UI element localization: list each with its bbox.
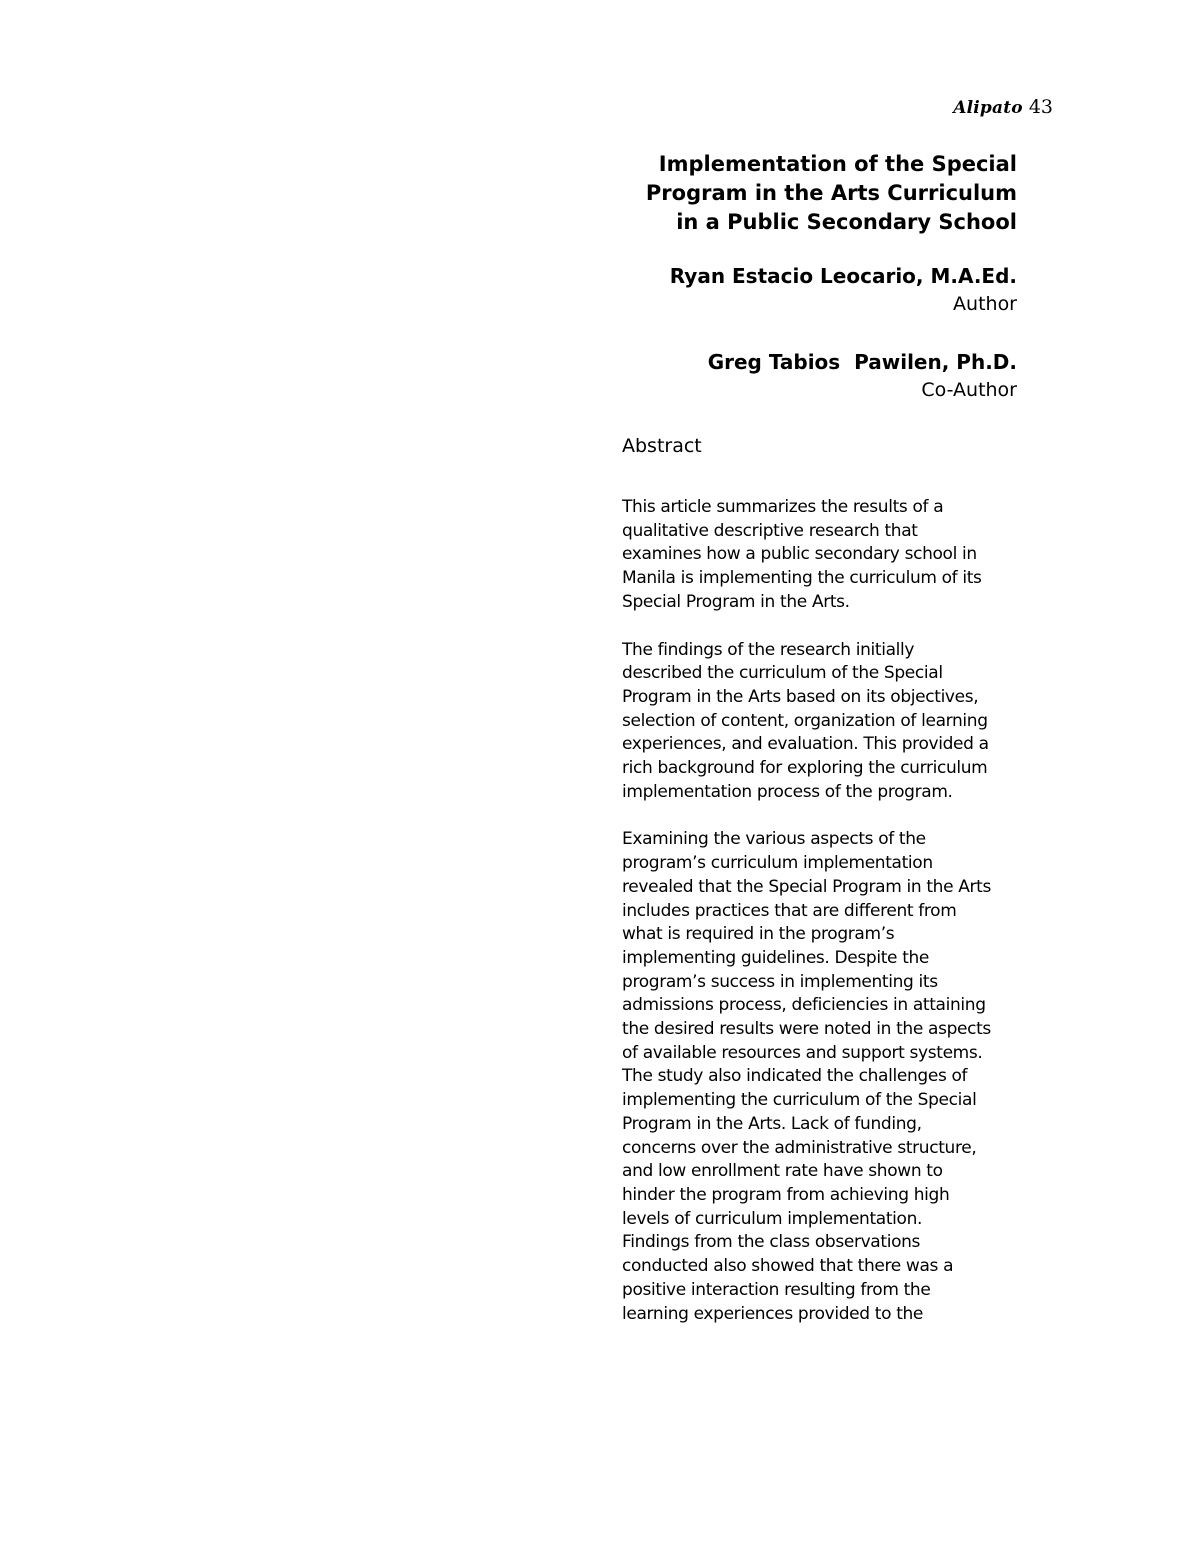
title-line: Implementation of the Special [658, 152, 1017, 176]
abstract-line: learning experiences provided to the [622, 1303, 924, 1324]
abstract-line: and low enrollment rate have shown to [622, 1161, 943, 1182]
abstract-line: Examining the various aspects of the [622, 829, 926, 850]
abstract-line: The study also indicated the challenges of [622, 1066, 968, 1087]
abstract-body [622, 496, 1042, 1326]
journal-name: Alipato [953, 98, 1023, 118]
abstract-section [622, 432, 1042, 1350]
title-line: in a Public Secondary School [676, 210, 1017, 234]
abstract-line: qualitative descriptive research that [622, 520, 918, 541]
abstract-line: the desired results were noted in the aspects [622, 1019, 991, 1040]
title-line: Program in the Arts Curriculum [645, 181, 1017, 205]
abstract-line: This article summarizes the results of a [622, 497, 944, 517]
abstract-line: Findings from the class observations [622, 1232, 921, 1253]
abstract-paragraph [622, 639, 1042, 805]
article-title [557, 150, 1017, 237]
abstract-line: rich background for exploring the curriculum [622, 758, 988, 779]
abstract-line: described the curriculum of the Special [622, 663, 943, 684]
abstract-line: program’s success in implementing its [622, 971, 938, 992]
abstract-line: implementing the curriculum of the Special [622, 1090, 977, 1111]
abstract-paragraph [622, 828, 1042, 1326]
abstract-line: implementation process of the program. [622, 781, 953, 802]
abstract-line: what is required in the program’s [622, 924, 895, 945]
author-role: Co-Author [921, 379, 1017, 401]
abstract-line: experiences, and evaluation. This provided a [622, 734, 989, 755]
abstract-line: positive interaction resulting from the [622, 1279, 931, 1300]
abstract-line: examines how a public secondary school in [622, 544, 977, 565]
abstract-line: The findings of the research initially [622, 639, 915, 660]
abstract-line: Special Program in the Arts. [622, 591, 850, 612]
page-number: 43 [1028, 96, 1053, 118]
author-name: Greg Tabios Pawilen, Ph.D. [707, 350, 1017, 374]
abstract-line: implementing guidelines. Despite the [622, 947, 930, 968]
author-entry [557, 262, 1017, 318]
abstract-line: program’s curriculum implementation [622, 853, 933, 874]
abstract-paragraph [622, 496, 1042, 615]
abstract-line: Manila is implementing the curriculum of its [622, 568, 982, 589]
abstract-line: concerns over the administrative structure, [622, 1137, 977, 1158]
abstract-line: Program in the Arts. Lack of funding, [622, 1113, 922, 1134]
abstract-line: hinder the program from achieving high [622, 1184, 950, 1205]
abstract-line: levels of curriculum implementation. [622, 1208, 923, 1229]
abstract-line: admissions process, deficiencies in attaining [622, 995, 986, 1016]
running-header [953, 96, 1053, 118]
abstract-line: of available resources and support systems. [622, 1042, 983, 1063]
abstract-line: conducted also showed that there was a [622, 1256, 954, 1277]
author-name: Ryan Estacio Leocario, M.A.Ed. [669, 264, 1017, 288]
abstract-line: selection of content, organization of learning [622, 710, 988, 731]
abstract-line: revealed that the Special Program in the Arts [622, 876, 991, 897]
abstract-line: Program in the Arts based on its objectives, [622, 686, 979, 707]
co-author-entry [557, 348, 1017, 404]
author-role: Author [953, 293, 1017, 315]
abstract-heading: Abstract [622, 435, 702, 457]
abstract-line: includes practices that are different from [622, 900, 957, 921]
